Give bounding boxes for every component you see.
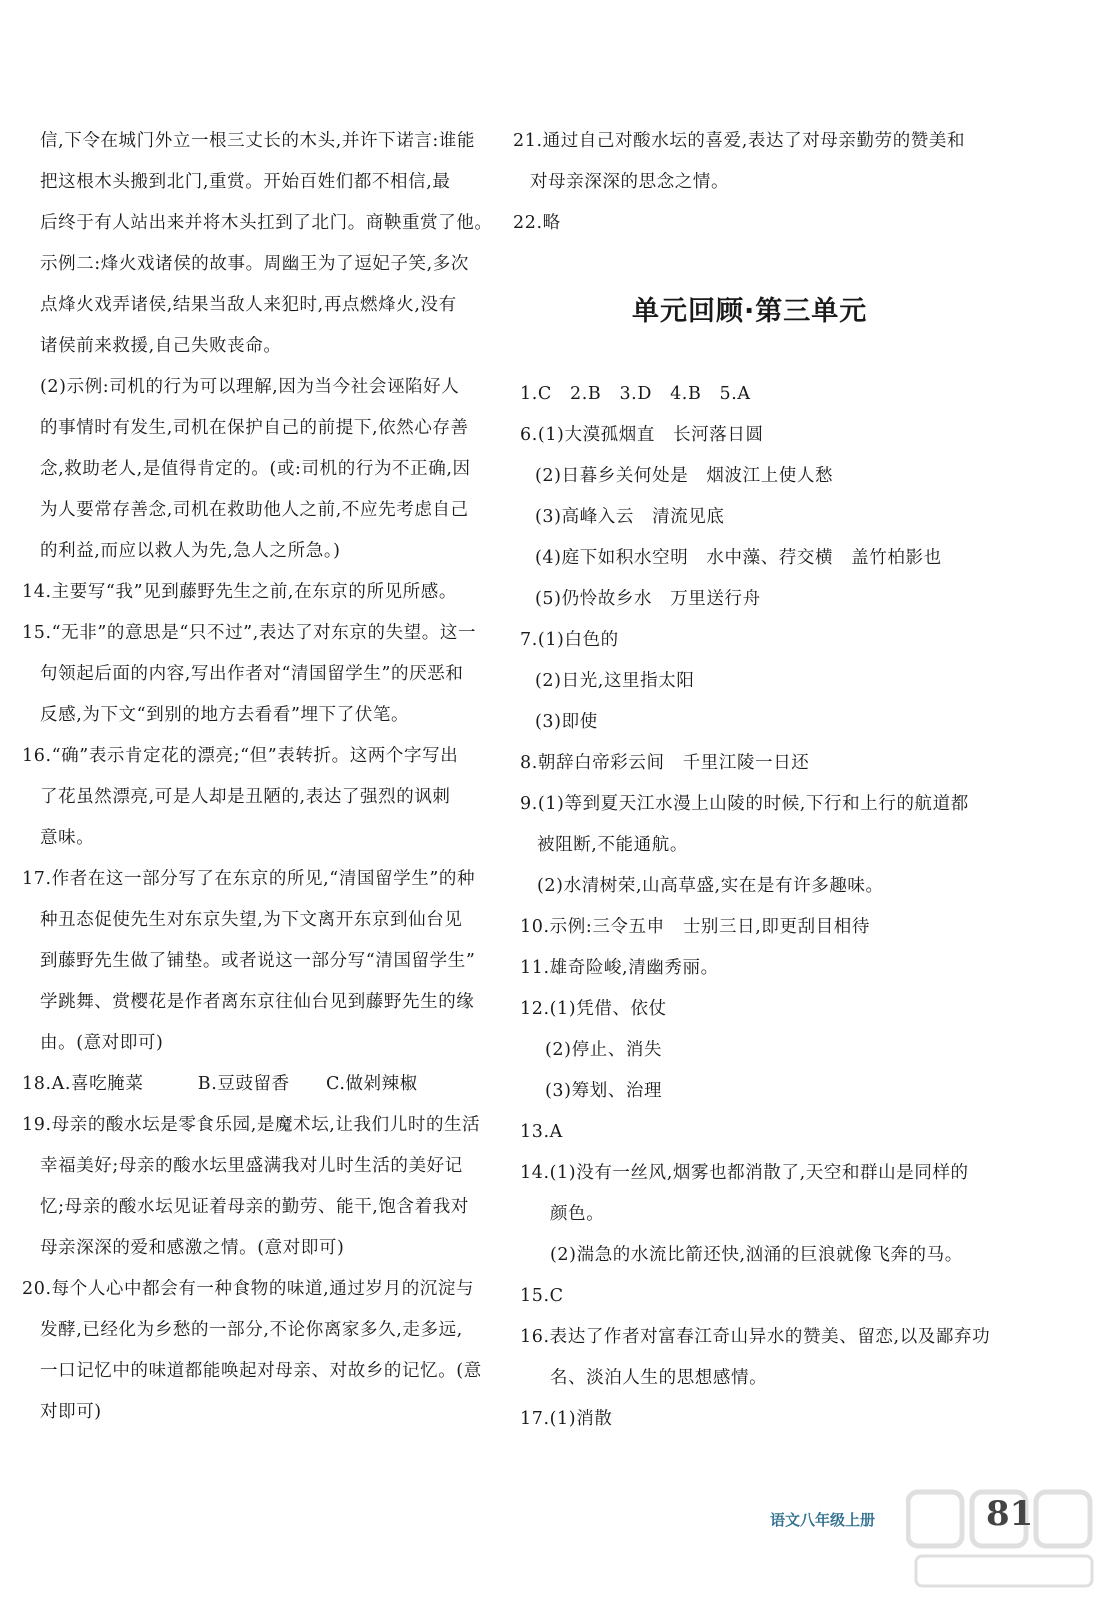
answer-line: 17.(1)消散 [520, 1409, 613, 1429]
answer-line: (2)示例:司机的行为可以理解,因为当今社会诬陷好人 [40, 377, 460, 397]
answer-line: 由。(意对即可) [40, 1033, 164, 1053]
watermark-logo [906, 1484, 1102, 1594]
answer-line: 18.A.喜吃腌菜 B.豆豉留香 C.做剁辣椒 [22, 1074, 418, 1094]
answer-line: 种丑态促使先生对东京失望,为下文离开东京到仙台见 [40, 910, 463, 930]
answer-line: 6.(1)大漠孤烟直 长河落日圆 [520, 425, 764, 445]
answer-line: (2)日光,这里指太阳 [535, 671, 695, 691]
answer-line: 22.略 [513, 213, 561, 233]
answer-line: 忆;母亲的酸水坛见证着母亲的勤劳、能干,饱含着我对 [40, 1197, 469, 1217]
answer-line: 发酵,已经化为乡愁的一部分,不论你离家多久,走多远, [40, 1320, 463, 1340]
answer-line: 19.母亲的酸水坛是零食乐园,是魔术坛,让我们儿时的生活 [22, 1115, 481, 1135]
answer-line: 对母亲深深的思念之情。 [530, 172, 730, 192]
answer-line: (5)仍怜故乡水 万里送行舟 [535, 589, 761, 609]
answer-line: 21.通过自己对酸水坛的喜爱,表达了对母亲勤劳的赞美和 [513, 131, 966, 151]
answer-line: (2)停止、消失 [545, 1040, 663, 1060]
section-title: 单元回顾·第三单元 [632, 296, 868, 327]
answer-line: 句领起后面的内容,写出作者对“清国留学生”的厌恶和 [40, 664, 464, 684]
answer-line: 颜色。 [550, 1204, 605, 1224]
answer-line: 14.(1)没有一丝风,烟雾也都消散了,天空和群山是同样的 [520, 1163, 969, 1183]
answer-line: 14.主要写“我”见到藤野先生之前,在东京的所见所感。 [22, 582, 457, 602]
answer-line: 1.C 2.B 3.D 4.B 5.A [520, 384, 751, 404]
answer-line: 13.A [520, 1122, 563, 1142]
answer-line: 诸侯前来救援,自己失败丧命。 [40, 336, 282, 356]
answer-line: 幸福美好;母亲的酸水坛里盛满我对儿时生活的美好记 [40, 1156, 463, 1176]
answer-line: 到藤野先生做了铺垫。或者说这一部分写“清国留学生” [40, 951, 476, 971]
answer-line: 被阻断,不能通航。 [537, 835, 688, 855]
footer-book-label: 语文八年级上册 [770, 1511, 876, 1529]
answer-line: (3)筹划、治理 [545, 1081, 663, 1101]
answer-line: 把这根木头搬到北门,重赏。开始百姓们都不相信,最 [40, 172, 451, 192]
answer-line: 11.雄奇险峻,清幽秀丽。 [520, 958, 719, 978]
answer-line: 7.(1)白色的 [520, 630, 619, 650]
answer-line: 对即可) [40, 1402, 102, 1422]
answer-line: 15.C [520, 1286, 564, 1306]
answer-line: 信,下令在城门外立一根三丈长的木头,并许下诺言:谁能 [40, 131, 476, 151]
answer-line: 16.“确”表示肯定花的漂亮;“但”表转折。这两个字写出 [22, 746, 459, 766]
answer-line: 反感,为下文“到别的地方去看看”埋下了伏笔。 [40, 705, 410, 725]
answer-line: (2)湍急的水流比箭还快,汹涌的巨浪就像飞奔的马。 [550, 1245, 963, 1265]
answer-line: 17.作者在这一部分写了在东京的所见,“清国留学生”的种 [22, 869, 476, 889]
answer-line: 意味。 [40, 828, 95, 848]
answer-line: 示例二:烽火戏诸侯的故事。周幽王为了逗妃子笑,多次 [40, 254, 469, 274]
answer-line: 的事情时有发生,司机在保护自己的前提下,依然心存善 [40, 418, 469, 438]
answer-line: (4)庭下如积水空明 水中藻、荇交横 盖竹柏影也 [535, 548, 942, 568]
answer-line: 母亲深深的爱和感激之情。(意对即可) [40, 1238, 345, 1258]
answer-line: 一口记忆中的味道都能唤起对母亲、对故乡的记忆。(意 [40, 1361, 482, 1381]
answer-line: 念,救助老人,是值得肯定的。(或:司机的行为不正确,因 [40, 459, 471, 479]
answer-line: 了花虽然漂亮,可是人却是丑陋的,表达了强烈的讽刺 [40, 787, 451, 807]
answer-line: 8.朝辞白帝彩云间 千里江陵一日还 [520, 753, 810, 773]
answer-line: 10.示例:三令五申 士别三日,即更刮目相待 [520, 917, 870, 937]
answer-line: 的利益,而应以救人为先,急人之所急。) [40, 541, 341, 561]
answer-line: 点烽火戏弄诸侯,结果当敌人来犯时,再点燃烽火,没有 [40, 295, 457, 315]
answer-line: (3)即使 [535, 712, 598, 732]
answer-line: 16.表达了作者对富春江奇山异水的赞美、留恋,以及鄙弃功 [520, 1327, 991, 1347]
answer-line: 9.(1)等到夏天江水漫上山陵的时候,下行和上行的航道都 [520, 794, 969, 814]
answer-line: 学跳舞、赏樱花是作者离东京往仙台见到藤野先生的缘 [40, 992, 475, 1012]
answer-line: (2)日暮乡关何处是 烟波江上使人愁 [535, 466, 834, 486]
answer-line: (2)水清树荣,山高草盛,实在是有许多趣味。 [537, 876, 884, 896]
answer-line: 名、淡泊人生的思想感情。 [550, 1368, 768, 1388]
answer-line: 后终于有人站出来并将木头扛到了北门。商鞅重赏了他。 [40, 213, 493, 233]
answer-line: 为人要常存善念,司机在救助他人之前,不应先考虑自己 [40, 500, 469, 520]
answer-line: 20.每个人心中都会有一种食物的味道,通过岁月的沉淀与 [22, 1279, 475, 1299]
page-number: 81 [986, 1494, 1034, 1534]
answer-line: 12.(1)凭借、依仗 [520, 999, 667, 1019]
answer-line: (3)高峰入云 清流见底 [535, 507, 725, 527]
answer-line: 15.“无非”的意思是“只不过”,表达了对东京的失望。这一 [22, 623, 477, 643]
